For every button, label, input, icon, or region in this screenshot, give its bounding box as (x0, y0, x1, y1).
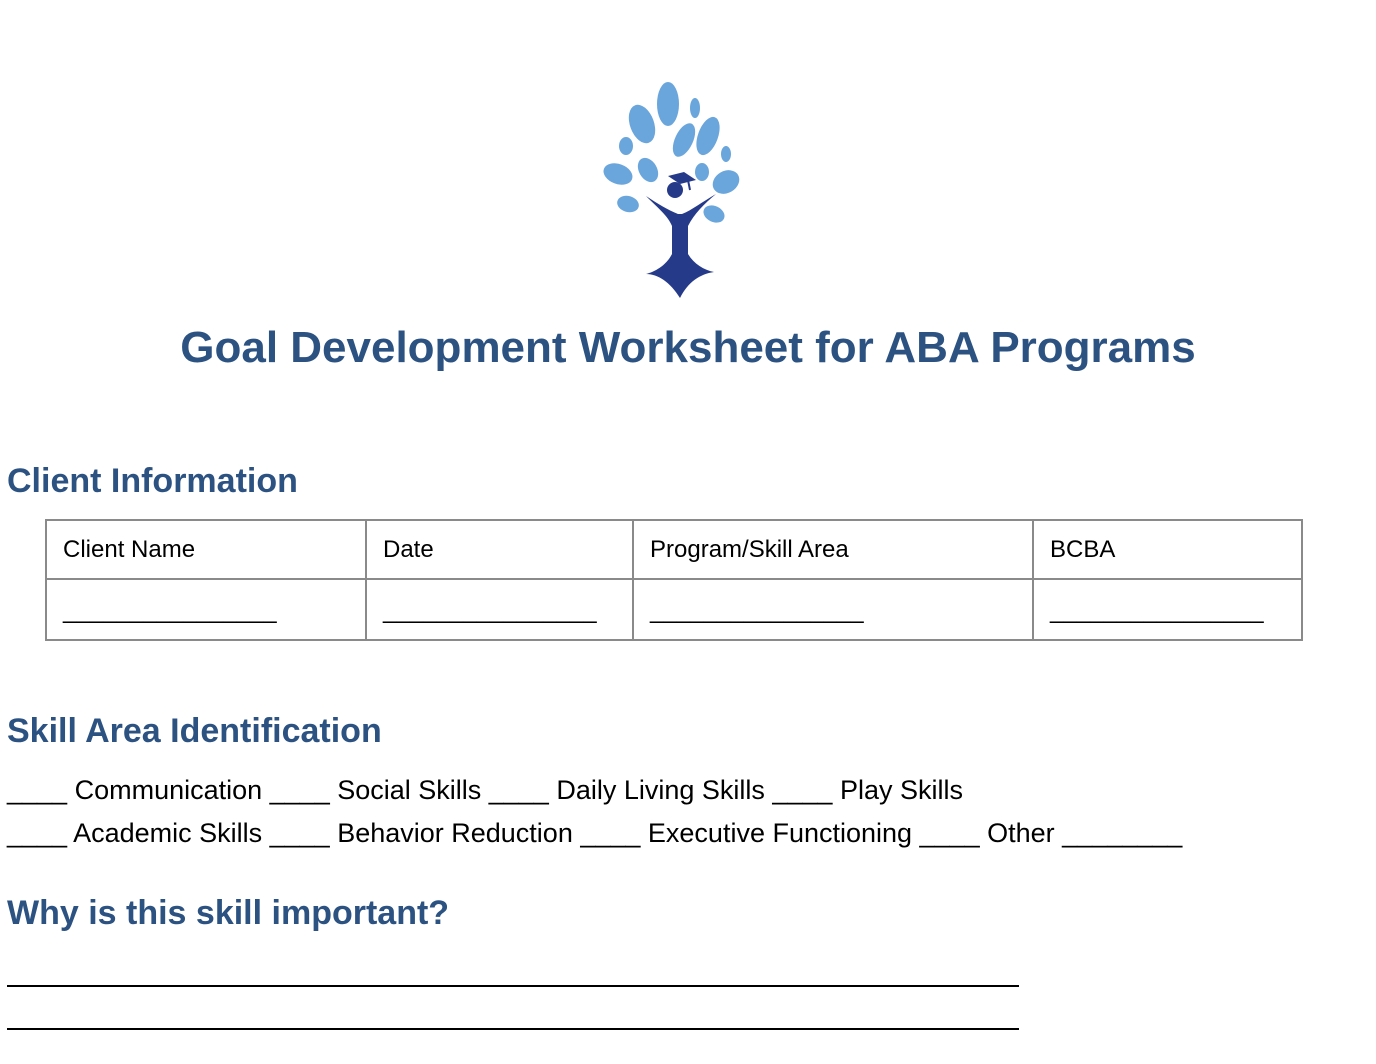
logo-leaf (690, 98, 700, 118)
date-blank[interactable]: ________________ (366, 579, 633, 640)
program-skill-area-header: Program/Skill Area (633, 520, 1033, 579)
skill-area-heading: Skill Area Identification (7, 712, 382, 750)
tree-logo-icon (596, 76, 746, 300)
skill-area-line-2[interactable]: ____ Academic Skills ____ Behavior Reduction ____ Executive Functioning ____ Other ________ (7, 818, 1183, 848)
logo-leaves (600, 82, 743, 226)
logo-leaf (708, 165, 743, 198)
logo-leaf (701, 202, 728, 226)
answer-line[interactable] (7, 1028, 1019, 1030)
logo-leaf (721, 146, 731, 162)
skill-area-line-1[interactable]: ____ Communication ____ Social Skills ____ Daily Living Skills ____ Play Skills (7, 775, 963, 805)
logo-figure (646, 172, 716, 298)
logo-leaf (619, 137, 633, 155)
client-information-table (45, 519, 1303, 641)
bcba-header: BCBA (1033, 520, 1302, 579)
client-name-blank[interactable]: ________________ (46, 579, 366, 640)
logo-leaf (615, 193, 640, 214)
logo-leaf (657, 82, 679, 126)
table-row (46, 579, 1302, 640)
date-header: Date (366, 520, 633, 579)
client-name-header: Client Name (46, 520, 366, 579)
bcba-blank[interactable]: ________________ (1033, 579, 1302, 640)
page-title: Goal Development Worksheet for ABA Programs (180, 323, 1196, 372)
logo-leaf (695, 163, 709, 181)
program-skill-area-blank[interactable]: ________________ (633, 579, 1033, 640)
client-information-heading: Client Information (7, 462, 298, 500)
logo-leaf (634, 154, 663, 186)
answer-line[interactable] (7, 985, 1019, 987)
logo-leaf (600, 159, 635, 188)
importance-heading: Why is this skill important? (7, 894, 450, 932)
logo-leaf (668, 120, 700, 160)
logo-leaf (692, 114, 724, 158)
table-header-row (46, 520, 1302, 579)
